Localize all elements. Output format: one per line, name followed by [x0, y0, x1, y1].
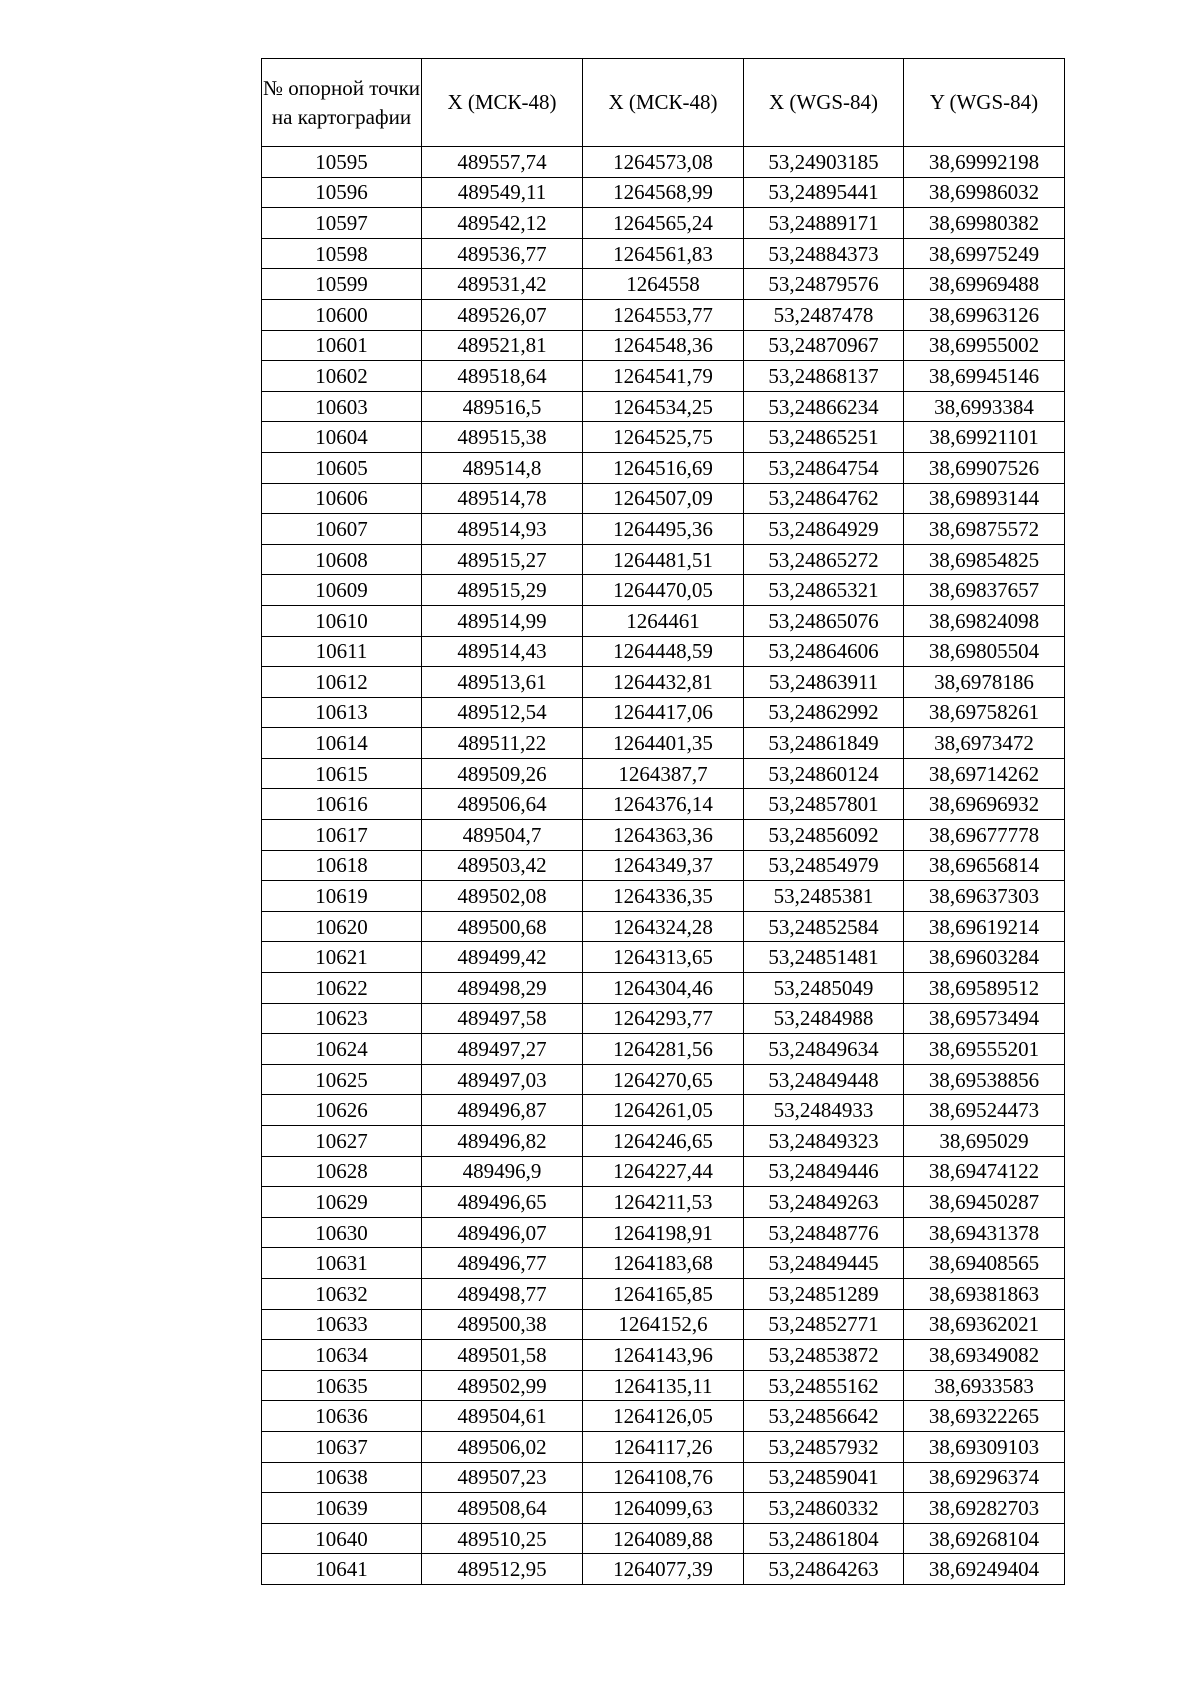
cell-x-msk48-second: 1264152,6 [583, 1309, 744, 1340]
cell-x-wgs84: 53,24903185 [744, 147, 904, 178]
header-point-number: № опорной точки на картографии [262, 59, 422, 147]
cell-point-number: 10596 [262, 177, 422, 208]
cell-y-wgs84: 38,69450287 [904, 1187, 1065, 1218]
cell-point-number: 10602 [262, 361, 422, 392]
cell-x-wgs84: 53,24868137 [744, 361, 904, 392]
cell-x-msk48: 489496,65 [422, 1187, 583, 1218]
cell-x-msk48-second: 1264387,7 [583, 758, 744, 789]
table-row [262, 514, 1065, 545]
table-row [262, 1126, 1065, 1157]
cell-point-number: 10605 [262, 452, 422, 483]
cell-x-msk48-second: 1264507,09 [583, 483, 744, 514]
cell-x-msk48-second: 1264211,53 [583, 1187, 744, 1218]
cell-x-msk48-second: 1264077,39 [583, 1554, 744, 1585]
cell-x-wgs84: 53,24849445 [744, 1248, 904, 1279]
cell-y-wgs84: 38,69524473 [904, 1095, 1065, 1126]
cell-x-wgs84: 53,24864754 [744, 452, 904, 483]
cell-point-number: 10621 [262, 942, 422, 973]
cell-point-number: 10635 [262, 1370, 422, 1401]
cell-point-number: 10624 [262, 1034, 422, 1065]
cell-y-wgs84: 38,69349082 [904, 1340, 1065, 1371]
cell-y-wgs84: 38,69322265 [904, 1401, 1065, 1432]
cell-x-msk48: 489509,26 [422, 758, 583, 789]
cell-y-wgs84: 38,69589512 [904, 973, 1065, 1004]
table-row [262, 850, 1065, 881]
cell-y-wgs84: 38,69282703 [904, 1493, 1065, 1524]
table-row [262, 177, 1065, 208]
cell-y-wgs84: 38,69538856 [904, 1064, 1065, 1095]
cell-x-msk48-second: 1264183,68 [583, 1248, 744, 1279]
coordinates-table [261, 58, 1065, 1585]
cell-x-msk48-second: 1264117,26 [583, 1431, 744, 1462]
cell-x-wgs84: 53,24849263 [744, 1187, 904, 1218]
cell-y-wgs84: 38,69619214 [904, 911, 1065, 942]
cell-x-msk48: 489516,5 [422, 391, 583, 422]
cell-point-number: 10613 [262, 697, 422, 728]
cell-x-wgs84: 53,24864263 [744, 1554, 904, 1585]
cell-y-wgs84: 38,69677778 [904, 820, 1065, 851]
table-row [262, 269, 1065, 300]
cell-point-number: 10601 [262, 330, 422, 361]
cell-y-wgs84: 38,6993384 [904, 391, 1065, 422]
table-row [262, 1003, 1065, 1034]
table-row [262, 1217, 1065, 1248]
cell-point-number: 10603 [262, 391, 422, 422]
cell-x-msk48-second: 1264401,35 [583, 728, 744, 759]
table-row [262, 973, 1065, 1004]
cell-x-wgs84: 53,2487478 [744, 299, 904, 330]
cell-x-msk48-second: 1264432,81 [583, 667, 744, 698]
cell-x-msk48-second: 1264099,63 [583, 1493, 744, 1524]
cell-y-wgs84: 38,69875572 [904, 514, 1065, 545]
cell-x-msk48-second: 1264135,11 [583, 1370, 744, 1401]
table-row [262, 1034, 1065, 1065]
cell-y-wgs84: 38,6973472 [904, 728, 1065, 759]
table-row [262, 483, 1065, 514]
table-row [262, 1523, 1065, 1554]
cell-x-msk48-second: 1264324,28 [583, 911, 744, 942]
cell-x-msk48: 489512,54 [422, 697, 583, 728]
cell-x-msk48: 489496,9 [422, 1156, 583, 1187]
cell-point-number: 10632 [262, 1278, 422, 1309]
cell-x-msk48: 489506,64 [422, 789, 583, 820]
cell-x-msk48: 489514,78 [422, 483, 583, 514]
cell-x-wgs84: 53,24855162 [744, 1370, 904, 1401]
table-row [262, 942, 1065, 973]
cell-x-msk48-second: 1264534,25 [583, 391, 744, 422]
cell-y-wgs84: 38,69309103 [904, 1431, 1065, 1462]
cell-y-wgs84: 38,69907526 [904, 452, 1065, 483]
cell-y-wgs84: 38,6978186 [904, 667, 1065, 698]
cell-x-msk48: 489496,87 [422, 1095, 583, 1126]
cell-y-wgs84: 38,69955002 [904, 330, 1065, 361]
cell-x-msk48: 489526,07 [422, 299, 583, 330]
cell-x-msk48-second: 1264281,56 [583, 1034, 744, 1065]
cell-x-msk48-second: 1264313,65 [583, 942, 744, 973]
cell-x-msk48-second: 1264525,75 [583, 422, 744, 453]
cell-x-msk48-second: 1264561,83 [583, 238, 744, 269]
cell-y-wgs84: 38,69854825 [904, 544, 1065, 575]
cell-point-number: 10617 [262, 820, 422, 851]
cell-point-number: 10634 [262, 1340, 422, 1371]
cell-point-number: 10638 [262, 1462, 422, 1493]
cell-point-number: 10631 [262, 1248, 422, 1279]
table-row [262, 147, 1065, 178]
cell-x-msk48: 489536,77 [422, 238, 583, 269]
cell-x-msk48: 489531,42 [422, 269, 583, 300]
cell-point-number: 10606 [262, 483, 422, 514]
cell-x-wgs84: 53,24856642 [744, 1401, 904, 1432]
cell-x-wgs84: 53,2484933 [744, 1095, 904, 1126]
cell-x-msk48: 489542,12 [422, 208, 583, 239]
cell-x-wgs84: 53,24864606 [744, 636, 904, 667]
cell-x-wgs84: 53,24870967 [744, 330, 904, 361]
cell-y-wgs84: 38,69296374 [904, 1462, 1065, 1493]
cell-point-number: 10599 [262, 269, 422, 300]
cell-x-wgs84: 53,24859041 [744, 1462, 904, 1493]
cell-x-msk48: 489499,42 [422, 942, 583, 973]
cell-point-number: 10597 [262, 208, 422, 239]
cell-y-wgs84: 38,69268104 [904, 1523, 1065, 1554]
cell-y-wgs84: 38,69555201 [904, 1034, 1065, 1065]
cell-y-wgs84: 38,69637303 [904, 881, 1065, 912]
cell-y-wgs84: 38,69893144 [904, 483, 1065, 514]
cell-point-number: 10619 [262, 881, 422, 912]
cell-x-msk48-second: 1264089,88 [583, 1523, 744, 1554]
cell-x-msk48: 489518,64 [422, 361, 583, 392]
cell-x-wgs84: 53,24865321 [744, 575, 904, 606]
cell-x-msk48-second: 1264143,96 [583, 1340, 744, 1371]
cell-point-number: 10618 [262, 850, 422, 881]
table-body [262, 147, 1065, 1585]
cell-point-number: 10622 [262, 973, 422, 1004]
cell-x-wgs84: 53,24865272 [744, 544, 904, 575]
cell-x-msk48-second: 1264293,77 [583, 1003, 744, 1034]
cell-x-msk48-second: 1264198,91 [583, 1217, 744, 1248]
cell-x-msk48-second: 1264227,44 [583, 1156, 744, 1187]
cell-x-wgs84: 53,24854979 [744, 850, 904, 881]
header-x-msk48-second: X (МСК-48) [583, 59, 744, 147]
cell-x-msk48: 489513,61 [422, 667, 583, 698]
cell-x-msk48-second: 1264461 [583, 605, 744, 636]
cell-point-number: 10636 [262, 1401, 422, 1432]
cell-x-msk48: 489501,58 [422, 1340, 583, 1371]
cell-x-msk48: 489512,95 [422, 1554, 583, 1585]
table-row [262, 1095, 1065, 1126]
header-x-msk48: X (МСК-48) [422, 59, 583, 147]
cell-x-msk48-second: 1264108,76 [583, 1462, 744, 1493]
cell-x-wgs84: 53,24851481 [744, 942, 904, 973]
cell-y-wgs84: 38,69362021 [904, 1309, 1065, 1340]
cell-point-number: 10627 [262, 1126, 422, 1157]
cell-x-msk48: 489502,08 [422, 881, 583, 912]
cell-point-number: 10633 [262, 1309, 422, 1340]
cell-x-msk48-second: 1264126,05 [583, 1401, 744, 1432]
cell-x-msk48-second: 1264573,08 [583, 147, 744, 178]
cell-point-number: 10637 [262, 1431, 422, 1462]
cell-x-msk48: 489502,99 [422, 1370, 583, 1401]
cell-x-wgs84: 53,24856092 [744, 820, 904, 851]
table-row [262, 361, 1065, 392]
cell-x-wgs84: 53,24849448 [744, 1064, 904, 1095]
table-row [262, 1401, 1065, 1432]
header-y-wgs84: Y (WGS-84) [904, 59, 1065, 147]
cell-y-wgs84: 38,69986032 [904, 177, 1065, 208]
cell-x-wgs84: 53,24861804 [744, 1523, 904, 1554]
header-row [262, 59, 1065, 147]
cell-x-wgs84: 53,24860124 [744, 758, 904, 789]
cell-x-msk48: 489496,82 [422, 1126, 583, 1157]
cell-x-msk48-second: 1264516,69 [583, 452, 744, 483]
cell-x-msk48: 489508,64 [422, 1493, 583, 1524]
cell-x-msk48: 489514,93 [422, 514, 583, 545]
cell-point-number: 10616 [262, 789, 422, 820]
cell-point-number: 10614 [262, 728, 422, 759]
cell-x-wgs84: 53,24889171 [744, 208, 904, 239]
cell-y-wgs84: 38,69921101 [904, 422, 1065, 453]
cell-x-msk48: 489515,38 [422, 422, 583, 453]
cell-x-wgs84: 53,24866234 [744, 391, 904, 422]
table-row [262, 728, 1065, 759]
cell-x-msk48: 489510,25 [422, 1523, 583, 1554]
cell-x-msk48-second: 1264565,24 [583, 208, 744, 239]
cell-x-msk48: 489504,7 [422, 820, 583, 851]
cell-x-msk48: 489557,74 [422, 147, 583, 178]
cell-x-wgs84: 53,24864762 [744, 483, 904, 514]
cell-point-number: 10608 [262, 544, 422, 575]
cell-x-msk48: 489496,07 [422, 1217, 583, 1248]
cell-x-wgs84: 53,24857932 [744, 1431, 904, 1462]
cell-point-number: 10639 [262, 1493, 422, 1524]
cell-x-wgs84: 53,24849446 [744, 1156, 904, 1187]
cell-x-msk48-second: 1264481,51 [583, 544, 744, 575]
table-row [262, 1554, 1065, 1585]
table-row [262, 452, 1065, 483]
cell-x-msk48-second: 1264558 [583, 269, 744, 300]
cell-y-wgs84: 38,69603284 [904, 942, 1065, 973]
table-row [262, 1309, 1065, 1340]
table-row [262, 1278, 1065, 1309]
cell-x-msk48-second: 1264376,14 [583, 789, 744, 820]
cell-y-wgs84: 38,69573494 [904, 1003, 1065, 1034]
table-row [262, 1064, 1065, 1095]
table-row [262, 238, 1065, 269]
cell-x-msk48: 489496,77 [422, 1248, 583, 1279]
table-row [262, 1493, 1065, 1524]
cell-y-wgs84: 38,69758261 [904, 697, 1065, 728]
cell-y-wgs84: 38,69824098 [904, 605, 1065, 636]
cell-x-wgs84: 53,24862992 [744, 697, 904, 728]
table-row [262, 330, 1065, 361]
cell-x-msk48-second: 1264448,59 [583, 636, 744, 667]
table-row [262, 1340, 1065, 1371]
cell-x-msk48: 489497,58 [422, 1003, 583, 1034]
table-row [262, 422, 1065, 453]
cell-x-msk48: 489507,23 [422, 1462, 583, 1493]
table-row [262, 299, 1065, 330]
cell-x-msk48-second: 1264246,65 [583, 1126, 744, 1157]
cell-point-number: 10628 [262, 1156, 422, 1187]
cell-x-msk48-second: 1264363,36 [583, 820, 744, 851]
cell-y-wgs84: 38,69696932 [904, 789, 1065, 820]
cell-point-number: 10630 [262, 1217, 422, 1248]
cell-x-wgs84: 53,24865251 [744, 422, 904, 453]
cell-point-number: 10640 [262, 1523, 422, 1554]
cell-y-wgs84: 38,6933583 [904, 1370, 1065, 1401]
cell-x-msk48-second: 1264349,37 [583, 850, 744, 881]
cell-x-wgs84: 53,2485381 [744, 881, 904, 912]
cell-x-wgs84: 53,24852584 [744, 911, 904, 942]
cell-y-wgs84: 38,69975249 [904, 238, 1065, 269]
cell-x-wgs84: 53,24848776 [744, 1217, 904, 1248]
header-x-wgs84: X (WGS-84) [744, 59, 904, 147]
cell-x-wgs84: 53,24895441 [744, 177, 904, 208]
cell-x-msk48-second: 1264568,99 [583, 177, 744, 208]
cell-x-msk48: 489500,68 [422, 911, 583, 942]
cell-x-msk48-second: 1264495,36 [583, 514, 744, 545]
table-row [262, 820, 1065, 851]
table-row [262, 1431, 1065, 1462]
cell-x-wgs84: 53,24849323 [744, 1126, 904, 1157]
cell-x-wgs84: 53,24864929 [744, 514, 904, 545]
cell-y-wgs84: 38,69431378 [904, 1217, 1065, 1248]
cell-y-wgs84: 38,69963126 [904, 299, 1065, 330]
cell-y-wgs84: 38,69381863 [904, 1278, 1065, 1309]
cell-y-wgs84: 38,69945146 [904, 361, 1065, 392]
table-row [262, 911, 1065, 942]
cell-y-wgs84: 38,69969488 [904, 269, 1065, 300]
cell-x-msk48: 489498,29 [422, 973, 583, 1004]
cell-point-number: 10612 [262, 667, 422, 698]
cell-x-msk48: 489515,27 [422, 544, 583, 575]
cell-x-msk48-second: 1264548,36 [583, 330, 744, 361]
cell-x-msk48-second: 1264553,77 [583, 299, 744, 330]
cell-x-msk48: 489515,29 [422, 575, 583, 606]
cell-point-number: 10623 [262, 1003, 422, 1034]
cell-point-number: 10609 [262, 575, 422, 606]
cell-y-wgs84: 38,69249404 [904, 1554, 1065, 1585]
cell-x-msk48-second: 1264165,85 [583, 1278, 744, 1309]
cell-point-number: 10620 [262, 911, 422, 942]
cell-x-wgs84: 53,2485049 [744, 973, 904, 1004]
cell-y-wgs84: 38,69805504 [904, 636, 1065, 667]
table-row [262, 697, 1065, 728]
cell-x-msk48-second: 1264541,79 [583, 361, 744, 392]
cell-point-number: 10611 [262, 636, 422, 667]
table-row [262, 789, 1065, 820]
cell-x-wgs84: 53,24865076 [744, 605, 904, 636]
cell-point-number: 10615 [262, 758, 422, 789]
cell-x-msk48: 489511,22 [422, 728, 583, 759]
cell-y-wgs84: 38,69474122 [904, 1156, 1065, 1187]
table-row [262, 605, 1065, 636]
table-row [262, 544, 1065, 575]
table-row [262, 881, 1065, 912]
cell-x-msk48-second: 1264270,65 [583, 1064, 744, 1095]
cell-x-wgs84: 53,24860332 [744, 1493, 904, 1524]
table-header [262, 59, 1065, 147]
cell-y-wgs84: 38,69714262 [904, 758, 1065, 789]
cell-x-msk48: 489549,11 [422, 177, 583, 208]
cell-x-msk48-second: 1264304,46 [583, 973, 744, 1004]
table-row [262, 208, 1065, 239]
cell-x-msk48: 489514,99 [422, 605, 583, 636]
cell-x-wgs84: 53,24879576 [744, 269, 904, 300]
cell-x-msk48-second: 1264470,05 [583, 575, 744, 606]
cell-y-wgs84: 38,695029 [904, 1126, 1065, 1157]
cell-x-msk48-second: 1264261,05 [583, 1095, 744, 1126]
cell-x-wgs84: 53,24852771 [744, 1309, 904, 1340]
table-row [262, 667, 1065, 698]
cell-x-msk48-second: 1264336,35 [583, 881, 744, 912]
cell-x-msk48: 489504,61 [422, 1401, 583, 1432]
table-row [262, 758, 1065, 789]
cell-x-wgs84: 53,24863911 [744, 667, 904, 698]
cell-x-wgs84: 53,24884373 [744, 238, 904, 269]
table-row [262, 1370, 1065, 1401]
table-row [262, 1156, 1065, 1187]
cell-point-number: 10600 [262, 299, 422, 330]
cell-point-number: 10641 [262, 1554, 422, 1585]
cell-y-wgs84: 38,69980382 [904, 208, 1065, 239]
cell-x-msk48: 489514,8 [422, 452, 583, 483]
cell-x-msk48: 489500,38 [422, 1309, 583, 1340]
cell-point-number: 10607 [262, 514, 422, 545]
table-row [262, 636, 1065, 667]
cell-x-wgs84: 53,24861849 [744, 728, 904, 759]
cell-y-wgs84: 38,69408565 [904, 1248, 1065, 1279]
cell-point-number: 10595 [262, 147, 422, 178]
cell-x-msk48-second: 1264417,06 [583, 697, 744, 728]
cell-x-msk48: 489497,03 [422, 1064, 583, 1095]
cell-x-msk48: 489514,43 [422, 636, 583, 667]
table-row [262, 1462, 1065, 1493]
cell-x-wgs84: 53,24851289 [744, 1278, 904, 1309]
cell-point-number: 10629 [262, 1187, 422, 1218]
cell-point-number: 10598 [262, 238, 422, 269]
table-row [262, 575, 1065, 606]
cell-x-wgs84: 53,24849634 [744, 1034, 904, 1065]
cell-y-wgs84: 38,69656814 [904, 850, 1065, 881]
cell-x-wgs84: 53,2484988 [744, 1003, 904, 1034]
cell-point-number: 10626 [262, 1095, 422, 1126]
table-row [262, 1248, 1065, 1279]
cell-x-msk48: 489498,77 [422, 1278, 583, 1309]
cell-x-wgs84: 53,24853872 [744, 1340, 904, 1371]
cell-x-msk48: 489503,42 [422, 850, 583, 881]
cell-x-msk48: 489506,02 [422, 1431, 583, 1462]
cell-x-wgs84: 53,24857801 [744, 789, 904, 820]
cell-x-msk48: 489497,27 [422, 1034, 583, 1065]
cell-y-wgs84: 38,69992198 [904, 147, 1065, 178]
table-row [262, 1187, 1065, 1218]
table-row [262, 391, 1065, 422]
cell-x-msk48: 489521,81 [422, 330, 583, 361]
cell-y-wgs84: 38,69837657 [904, 575, 1065, 606]
cell-point-number: 10604 [262, 422, 422, 453]
cell-point-number: 10625 [262, 1064, 422, 1095]
cell-point-number: 10610 [262, 605, 422, 636]
